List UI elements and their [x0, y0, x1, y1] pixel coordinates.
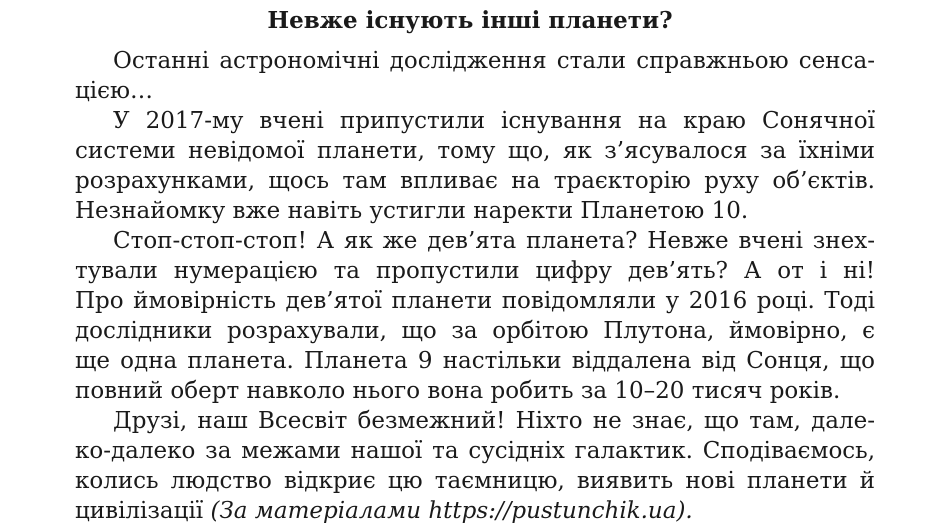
paragraph-4-last-text: цивілізації [75, 498, 204, 524]
paragraph-2-line-1: У 2017-му вчені припустили існування на краю Сонячної [113, 108, 875, 134]
paragraph-3-line-4: дослідники розрахували, що за орбітою Плутона, ймовірно, є [75, 318, 875, 344]
article-body [75, 46, 875, 526]
article-title: Невже існують інші планети? [267, 7, 673, 34]
paragraph-4-line-3: колись людство відкриє цю таємницю, виявить нові планети й [75, 468, 875, 494]
paragraph-4-line-1: Друзі, наш Всесвіт безмежний! Ніхто не знає, що там, дале- [113, 408, 875, 434]
paragraph-3-line-6: повний оберт навколо нього вона робить за 10–20 тисяч років. [75, 378, 841, 404]
paragraph-2-line-3: розрахунками, щось там впливає на траєкторію руху об’єктів. [75, 168, 875, 194]
paragraph-3-line-1: Стоп-стоп-стоп! А як же дев’ята планета? Невже вчені знех- [113, 228, 875, 254]
paragraph-2-line-4: Незнайомку вже навіть устигли наректи Планетою 10. [75, 198, 749, 224]
paragraph-3-line-5: ще одна планета. Планета 9 настільки віддалена від Сонця, що [75, 348, 875, 374]
paragraph-4-line-4 [75, 496, 875, 526]
paragraph-3-line-2: тували нумерацією та пропустили цифру дев’ять? А от і ні! [75, 258, 875, 284]
paragraph-1-line-2: цією… [75, 78, 154, 104]
source-citation: (За матеріалами https://pustunchik.ua). [210, 498, 693, 524]
paragraph-2-line-2: системи невідомої планети, тому що, як з’ясувалося за їхніми [75, 138, 875, 164]
paragraph-3-line-3: Про ймовірність дев’ятої планети повідомляли у 2016 році. Тоді [75, 288, 875, 314]
paragraph-1-line-1: Останні астрономічні дослідження стали справжньою сенса- [113, 48, 875, 74]
paragraph-4-line-2: ко-далеко за межами нашої та сусідніх галактик. Сподіваємось, [75, 438, 875, 464]
